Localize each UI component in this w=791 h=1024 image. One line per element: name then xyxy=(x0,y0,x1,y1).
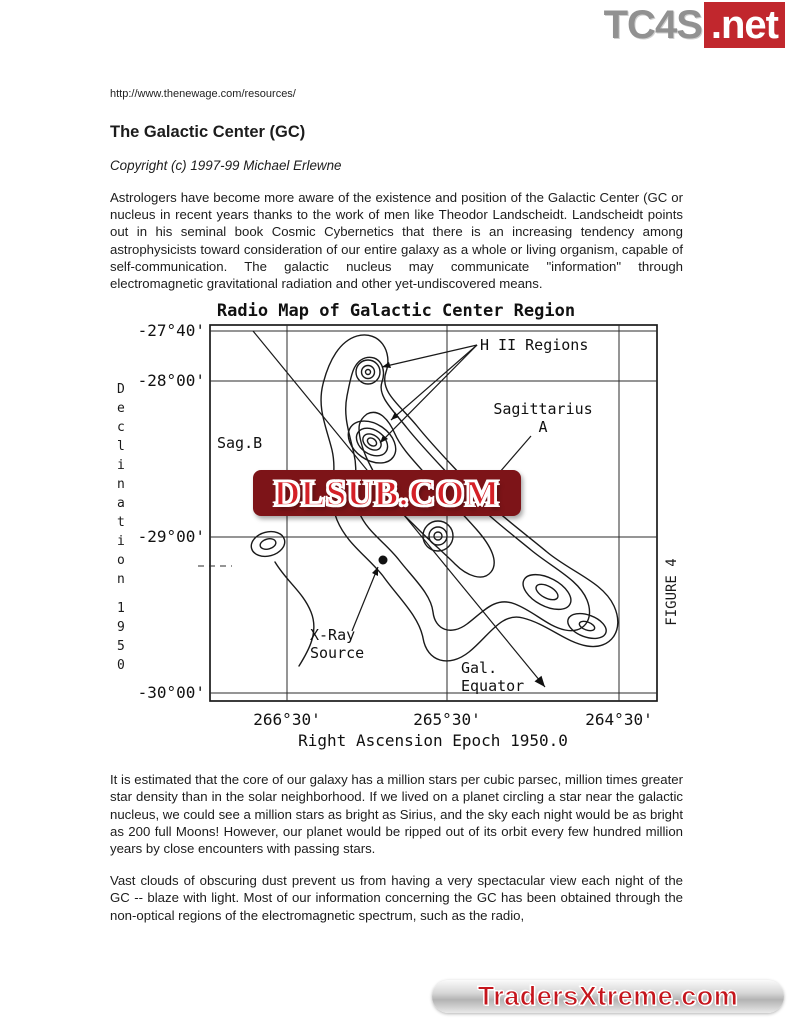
x-axis-ticks xyxy=(253,710,652,729)
contour-sgr-a xyxy=(340,413,403,472)
y-axis-ticks xyxy=(138,321,205,702)
xray-label-line1: X-Ray xyxy=(310,626,356,645)
sag-b-label: Sag.B xyxy=(217,434,263,453)
logo-suffix: .net xyxy=(704,2,785,48)
contour-hii-ring xyxy=(362,366,375,379)
contour-bullseye xyxy=(429,527,447,545)
sagittarius-a-label-line2: A xyxy=(538,418,548,437)
paragraph-3: Vast clouds of obscuring dust prevent us from having a very spectacular view each night of the GC -- blaze with light. Most of our information concerning the GC has been obtained through the non-optical regions of the electromagnetic spectrum, such as the radio, xyxy=(110,873,683,923)
paragraph-2: It is estimated that the core of our galaxy has a million stars per cubic parsec, million times greater star density than in the solar neighborhood. If we lived on a planet circling a star near the galactic nucleus, we could see a million stars as bright as Sirius, and the sky each night would be as bright as 200 full Moons! However, our planet would be ripped out of its orbit every few hundred million years by close encounters with passing stars. xyxy=(110,772,683,857)
x-axis-label: Right Ascension Epoch 1950.0 xyxy=(298,731,568,751)
paragraph-1: Astrologers have become more aware of the existence and position of the Galactic Center (GC or nucleus in recent years thanks to the work of men like Theodor Landscheidt. Landscheidt points out in his seminal book Cosmic Cybernetics that there is an increasing tendency among astrophysicists toward consideration of our entire galaxy as a whole or living organism, capable of self-communication. The galactic nucleus may communicate "information" through electromagnetic gravitational radiation and other yet-undiscovered means. xyxy=(110,190,683,292)
y-axis-label-declination: Declination xyxy=(117,382,125,588)
xray-label-line2: Source xyxy=(310,644,365,663)
contour-hii-ring xyxy=(366,370,371,375)
figure-number: FIGURE 4 xyxy=(664,558,680,626)
gal-equator-label-line1: Gal. xyxy=(461,659,498,678)
radio-map-svg xyxy=(95,294,705,756)
document-body xyxy=(110,0,683,924)
x-tick: 264°30' xyxy=(585,710,653,730)
gal-equator-label-line2: Equator xyxy=(461,677,525,696)
y-axis-label-1950: 1950 xyxy=(117,601,125,674)
xray-source-dot xyxy=(379,556,388,565)
footer-brand xyxy=(432,980,784,1013)
page-title: The Galactic Center (GC) xyxy=(110,123,306,141)
logo-text: TC4S xyxy=(603,3,702,47)
sagittarius-a-label-line1: Sagittarius xyxy=(493,400,593,419)
contour-left-blob xyxy=(248,528,287,560)
contour-hii-ring xyxy=(356,360,380,384)
x-tick: 265°30' xyxy=(413,710,481,730)
watermark: DLSUB.COM xyxy=(253,470,521,516)
contour-bullseye xyxy=(434,532,442,540)
x-tick: 266°30' xyxy=(253,710,321,730)
y-tick: -30°00' xyxy=(137,683,205,703)
site-logo xyxy=(604,2,785,48)
hii-regions-label: H II Regions xyxy=(480,336,589,355)
radio-map-figure xyxy=(95,294,755,756)
source-url: http://www.thenewage.com/resources/ xyxy=(110,88,296,100)
footer-brand-text: TradersXtreme.com xyxy=(477,981,739,1011)
contour-bullseye xyxy=(423,521,453,551)
y-tick: -27°40' xyxy=(137,321,205,341)
contour-squiggle xyxy=(275,562,314,666)
y-tick: -29°00' xyxy=(137,527,205,547)
figure-title: Radio Map of Galactic Center Region xyxy=(216,301,576,322)
contour-lower-right-blob xyxy=(564,609,609,643)
y-tick: -28°00' xyxy=(137,371,205,391)
copyright-line: Copyright (c) 1997-99 Michael Erlewne xyxy=(110,158,342,173)
